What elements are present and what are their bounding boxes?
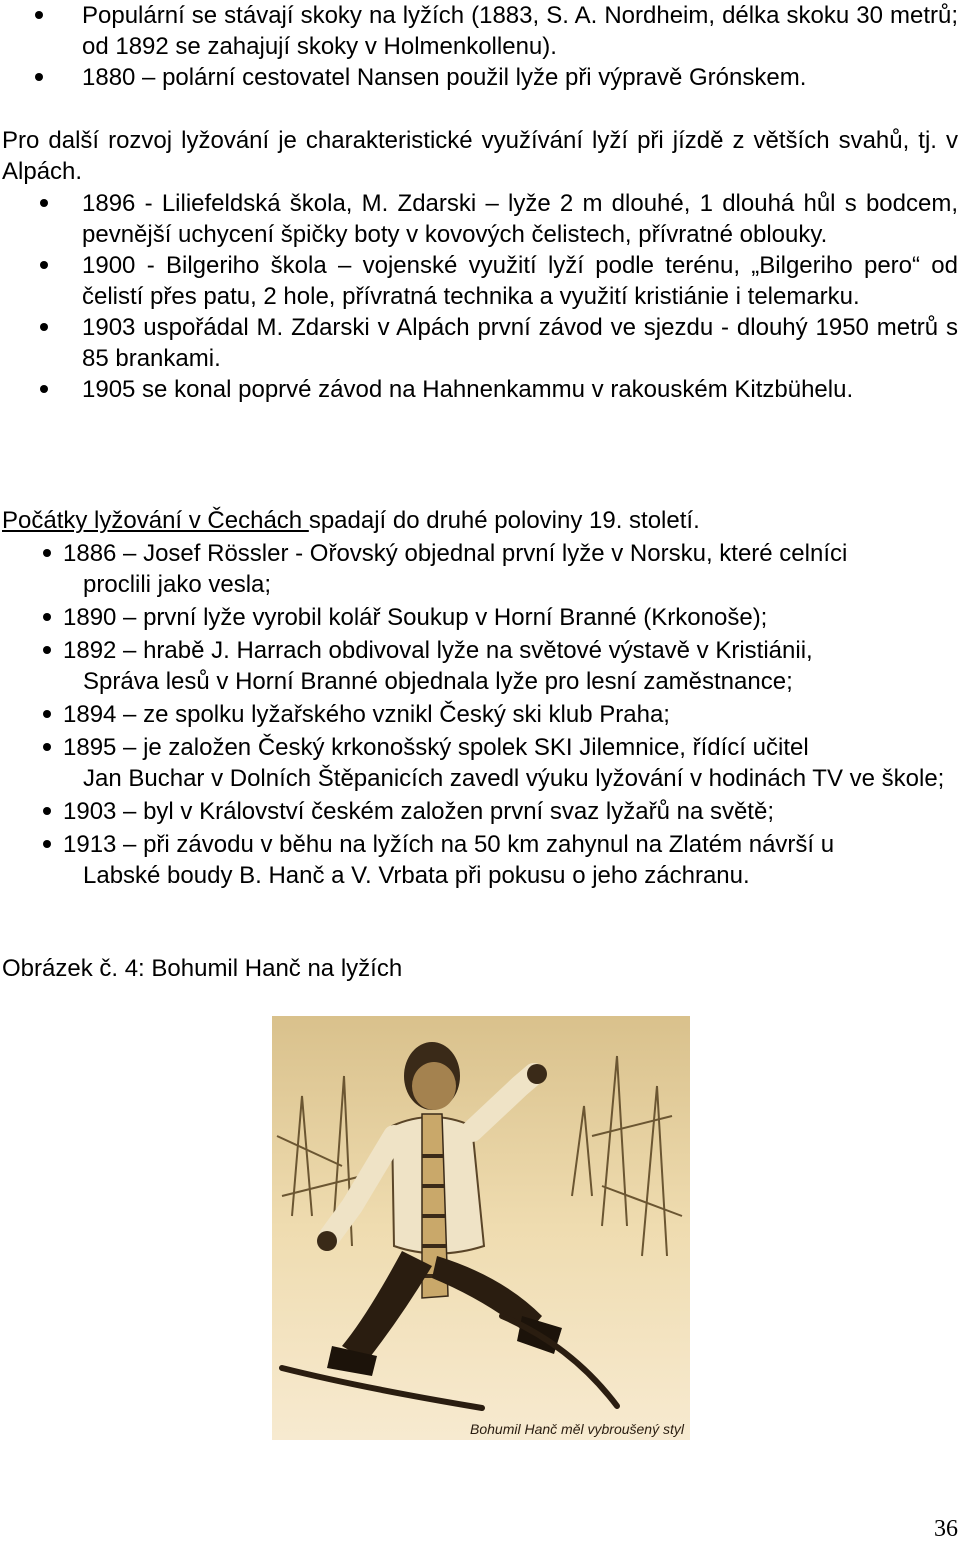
list-item: 1903 uspořádal M. Zdarski v Alpách první závod ve sjezdu - dlouhý 1950 metrů s 85 brankami.: [82, 312, 958, 374]
bullet-icon: [35, 73, 43, 81]
page-number: 36: [934, 1516, 958, 1542]
czech-history-list: [63, 538, 958, 893]
early-history-list: [82, 0, 958, 93]
list-item: 1903 – byl v Království českém založen první svaz lyžařů na světě;: [63, 796, 958, 829]
bullet-icon: [43, 743, 51, 751]
bullet-icon: [43, 807, 51, 815]
list-item: 1900 - Bilgeriho škola – vojenské využití lyží podle terénu, „Bilgeriho pero“ od čelistí přes patu, 2 hole, přívratná technika a využití kristiánie i telemarku.: [82, 250, 958, 312]
photo-caption: Bohumil Hanč měl vybroušený styl: [470, 1421, 684, 1437]
list-item: 1880 – polární cestovatel Nansen použil lyže při výpravě Grónskem.: [82, 62, 958, 93]
list-item: 1905 se konal poprvé závod na Hahnenkammu v rakouském Kitzbühelu.: [82, 374, 958, 405]
list-item: 1894 – ze spolku lyžařského vznikl Český ski klub Praha;: [63, 699, 958, 732]
bullet-icon: [35, 11, 43, 19]
underlined-heading: Počátky lyžování v Čechách: [2, 507, 309, 534]
left-hand: [317, 1231, 337, 1251]
bullet-icon: [40, 199, 48, 207]
figure-caption: Obrázek č. 4: Bohumil Hanč na lyžích: [2, 955, 403, 982]
list-item: 1890 – první lyže vyrobil kolář Soukup v Horní Branné (Krkonoše);: [63, 602, 958, 635]
alps-intro-paragraph: Pro další rozvoj lyžování je charakteristické využívání lyží při jízdě z větších svahů, tj. v Alpách.: [2, 127, 958, 185]
bullet-icon: [43, 840, 51, 848]
bullet-icon: [43, 646, 51, 654]
right-hand: [527, 1064, 547, 1084]
list-item: Populární se stávají skoky na lyžích (1883, S. A. Nordheim, délka skoku 30 metrů; od 1892 se zahajují skoky v Holmenkollenu).: [82, 0, 958, 62]
bullet-icon: [40, 323, 48, 331]
skier-photo: [272, 1016, 690, 1440]
bullet-icon: [43, 549, 51, 557]
face: [412, 1062, 456, 1110]
czech-intro-paragraph: Počátky lyžování v Čechách spadají do druhé poloviny 19. století.: [2, 507, 700, 534]
list-item: 1896 - Liliefeldská škola, M. Zdarski – lyže 2 m dlouhé, 1 dlouhá hůl s bodcem, pevnější uchycení špičky boty v kovových čelistech, přívratné oblouky.: [82, 188, 958, 250]
bullet-icon: [43, 710, 51, 718]
bullet-icon: [43, 613, 51, 621]
list-item: 1892 – hrabě J. Harrach obdivoval lyže na světové výstavě v Kristiánii, Správa lesů v Horní Branné objednala lyže pro lesní zaměstnance;: [63, 635, 958, 699]
list-item: 1886 – Josef Rössler - Ořovský objednal první lyže v Norsku, které celníci proclili jako vesla;: [63, 538, 958, 602]
bullet-icon: [40, 261, 48, 269]
list-item: 1913 – při závodu v běhu na lyžích na 50 km zahynul na Zlatém návrší u Labské boudy B. Hanč a V. Vrbata při pokusu o jeho záchranu.: [63, 829, 958, 893]
list-item: 1895 – je založen Český krkonošský spolek SKI Jilemnice, řídící učitel Jan Buchar v Dolních Štěpanicích zavedl výuku lyžování v hodinách TV ve škole;: [63, 732, 958, 796]
alps-history-list: [82, 188, 958, 405]
bullet-icon: [40, 385, 48, 393]
